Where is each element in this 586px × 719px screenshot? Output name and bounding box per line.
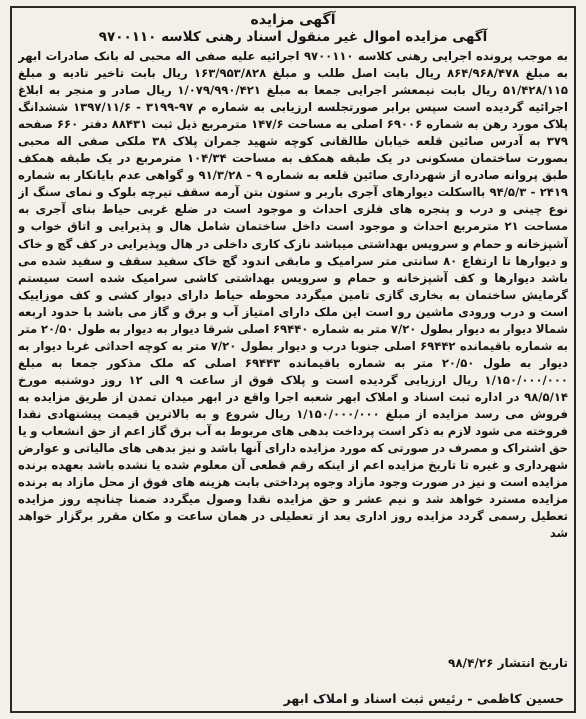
notice-title: آگهی مزایده (250, 12, 336, 28)
notice-frame (10, 6, 576, 713)
notice-body (18, 48, 568, 655)
notice-body-paragraph: به موجب پرونده اجرایی رهنی کلاسه ۹۷۰۰۱۱۰ اجرائیه علیه صفی اله محبی له بانک صادرات ابهر به مبلغ ۸۶۴/۹۶۸/۴۷۸ ریال بابت اصل طلب و مبلغ ۱۶۳/۹۵۳/۸۲۸ ریال بابت تاخیر تادیه و مبلغ ۵۱/۴۲۸/۱۱۵ ریال بابت نیمعشر اجرایی جمعا به مبلغ ۱/۰۷۹/۹۹۰/۴۲۱ ریال صادر و منجر به ابلاغ اجرائیه گردیده است سپس برابر صورتجلسه ارزیابی به شماره م ۹۷-۳۱۹۹ - ۱۳۹۷/۱۱/۶ ششدانگ پلاک مورد رهن به شماره ۶۹۰۰۶ اصلی به مساحت ۱۴۷/۶ مترمربع ذیل ثبت ۸۸۴۳۱ دفتر ۶۶۰ صفحه ۳۷۹ به آدرس صائین قلعه خیابان طالقانی کوچه شهید جمران پلاک ۳۸ ملکی صفی اله محبی بصورت ساختمان مسکونی در یک طبقه همکف به مساحت ۱۰۴/۳۴ مترمربع در یک طبقه همکف طبق پروانه صادره از شهرداری صائین قلعه به شماره ۹ - ۹۱/۳/۲۸ و گواهی عدم بایانکار به شماره ۲۴۱۹ - ۹۴/۵/۳ بااسکلت دیوارهای آجری باربر و ستون بتن آرمه سقف تیرچه بلوک و نمای سنگ از نوع چینی و درب و پنجره های فلزی احداث و موجود است در ضلع غربی حیاط بنای آجری به مساحت ۲۱ مترمربع احداث و موجود است داخل ساختمان شامل هال و پذیرایی و اتاق خواب و آشپزخانه و حمام و سرویس بهداشتی میباشد نازک کاری داخلی در هال وپذیرایی در کف گچ و خاک و دیوارها تا ارتفاع ۸۰ سانتی متر سرامیک و مابقی اندود گچ خاک سفید سقف و سفید شده می باشد دیوارها و کف آشپزخانه و حمام و سرویس بهداشتی کاشی سرامیک شده است سیستم گرمایش ساختمان به بخاری گازی تامین میگردد محوطه حیاط دارای دیوار کشی و کف موزاییک است و درب ورودی ماشین رو است این ملک دارای امتیاز آب و برق و گاز می باشد با حدود اربعه شمالا دیوار به دیوار بطول ۷/۲۰ متر به شماره ۶۹۴۴۰ اصلی شرقا دیوار به دیوار به طول ۲۰/۵۰ متر به شماره باقیمانده ۶۹۴۴۲ اصلی جنوبا درب و دیوار بطول ۷/۲۰ متر به کوچه احداثی غربا دیوار به دیوار به طول ۲۰/۵۰ متر به شماره باقیمانده ۶۹۴۴۳ اصلی که ملک مذکور جمعا به مبلغ ۱/۱۵۰/۰۰۰/۰۰۰ ریال ارزیابی گردیده است و پلاک فوق از ساعت ۹ الی ۱۲ روز دوشنبه مورخ ۹۸/۵/۱۴ در اداره ثبت اسناد و املاک ابهر شعبه اجرا واقع در ابهر میدان تمدن از طریق مزایده به فروش می رسد مزایده از مبلغ ۱/۱۵۰/۰۰۰/۰۰۰ ریال شروع و به بالاترین قیمت پیشنهادی نقدا فروخته می شود لازم به ذکر است پرداخت بدهی های مربوط به آب برق گاز اعم از حق انشعاب و یا حق اشتراک و مصرف در صورتی که مورد مزایده دارای آنها باشد و نیز بدهی های مالیاتی و عوارض شهرداری و غیره تا تاریخ مزایده اعم از اینکه رقم قطعی آن معلوم شده یا نشده باشد بعهده برنده مزایده است و نیز در صورت وجود مازاد وجوه پرداختی بابت هزینه های فوق از محل مازاد به برنده مزایده مسترد خواهد شد و نیم عشر و حق مزایده نقدا وصول میگردد ضمنا چنانچه روز مزایده تعطیل رسمی گردد مزایده روز اداری بعد از تعطیلی در همان ساعت و مکان مقرر برگزار خواهد شد (18, 49, 568, 541)
notice-subtitle: آگهی مزایده اموال غیر منقول اسناد رهنی کلاسه ۹۷۰۰۱۱۰ (98, 29, 488, 45)
signature-line: حسین کاظمی - رئیس ثبت اسناد و املاک ابهر (283, 691, 564, 706)
publish-date: تاریخ انتشار ۹۸/۴/۲۶ (448, 656, 568, 670)
